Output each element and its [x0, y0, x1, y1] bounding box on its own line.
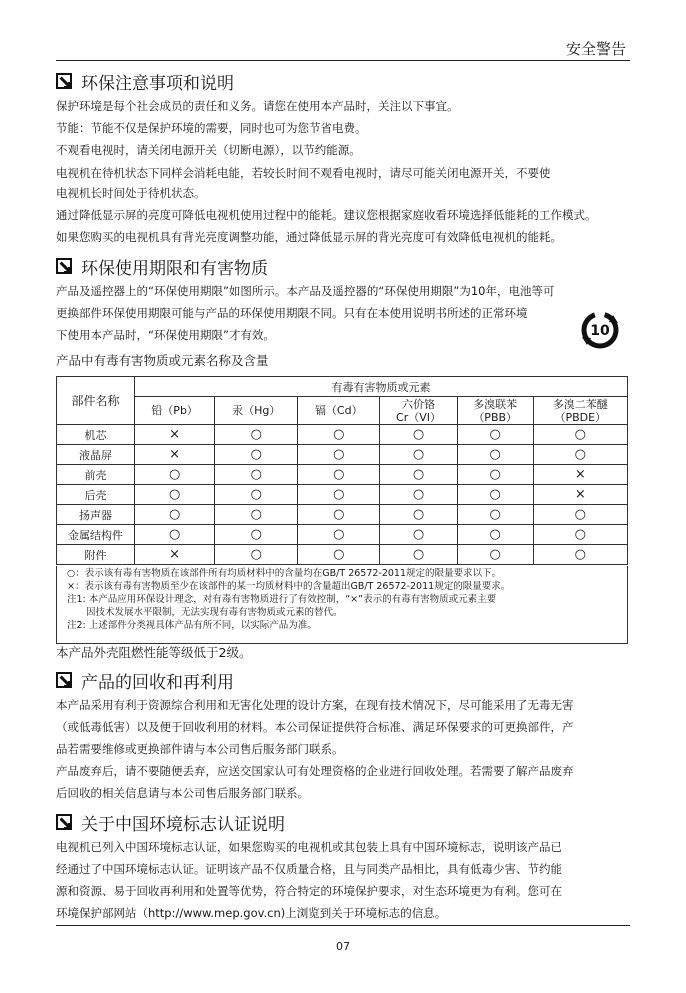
part-name-cell: 后壳: [57, 485, 135, 505]
substance-cell: ○: [215, 465, 298, 485]
substance-cell: ○: [380, 485, 457, 505]
text-line: （或低毒低害）以及便于回收利用的材料。本公司保证提供符合标准、满足环保要求的可更换部件，产: [56, 720, 574, 734]
substance-cell: ○: [457, 505, 533, 525]
section-heading-eco-period: [56, 255, 268, 277]
substance-cell: ○: [215, 545, 298, 565]
substance-cell: ○: [380, 505, 457, 525]
substance-cell: ○: [135, 465, 215, 485]
text-line: 品若需要维修或更换部件请与本公司售后服务部门联系。: [56, 742, 344, 756]
text-line: 环境保护部网站（http://www.mep.gov.cn)上浏览到关于环境标志的信息。: [56, 906, 447, 920]
section-heading-recycling: [56, 669, 234, 691]
substance-cell: ○: [215, 505, 298, 525]
substance-cell: ○: [298, 485, 380, 505]
substance-cell: ○: [215, 485, 298, 505]
arrow-box-icon: [56, 672, 72, 688]
hazardous-substance-table: [56, 376, 628, 565]
substance-cell: ○: [298, 465, 380, 485]
substance-cell: ○: [533, 425, 627, 445]
substance-cell: ×: [135, 425, 215, 445]
text-line: 节能：节能不仅是保护环境的需要，同时也可为您节省电费。: [56, 121, 367, 135]
substance-cell: ○: [215, 525, 298, 545]
note-line: 注1: 本产品应用环保设计理念，对有毒有害物质进行了有效控制，“×”表示的有毒有害物质或元素主要: [67, 594, 497, 605]
substance-cell: ○: [457, 485, 533, 505]
substance-cell: ○: [533, 445, 627, 465]
text-line: 如果您购买的电视机具有背光亮度调整功能，通过降低显示屏的背光亮度可有效降低电视机的能耗。: [56, 230, 562, 244]
arrow-box-icon: [56, 814, 72, 830]
part-header: 部件名称: [57, 377, 135, 425]
page-number: 07: [336, 940, 350, 953]
note-line: 因技术发展水平限制，无法实现有毒有害物质或元素的替代。: [67, 607, 343, 618]
substance-cell: ○: [215, 425, 298, 445]
table-row: [57, 485, 628, 505]
substance-cell: ○: [533, 505, 627, 525]
text-line: 电视机已列入中国环境标志认证，如果您购买的电视机或其包装上具有中国环境标志，说明该产品已: [56, 840, 562, 854]
substance-cell: ×: [135, 445, 215, 465]
table-caption: 产品中有毒有害物质或元素名称及含量: [56, 353, 269, 368]
column-header: 六价铬 Cr（VI）: [380, 397, 457, 425]
part-name-cell: 前壳: [57, 465, 135, 485]
substance-cell: ○: [215, 445, 298, 465]
flame-rating-text: 本产品外壳阻燃性能等级低于2级。: [56, 645, 252, 660]
text-line: 下使用本产品时，“环保使用期限”才有效。: [56, 328, 275, 342]
text-line: 更换部件环保使用期限可能与产品的环保使用期限不同。只有在本使用说明书所述的正常环境: [56, 306, 528, 320]
table-row: [57, 545, 628, 565]
substance-cell: ○: [298, 525, 380, 545]
substance-cell: ○: [380, 525, 457, 545]
section-heading-eco-label: [56, 811, 285, 833]
section-title: 产品的回收和再利用: [81, 672, 234, 693]
page-header: [56, 36, 630, 61]
substance-cell: ○: [533, 545, 627, 565]
text-line: 产品及遥控器上的“环保使用期限”如图所示。本产品及遥控器的“环保使用期限”为10年，电池等可: [56, 284, 555, 298]
substance-cell: ×: [533, 485, 627, 505]
column-header: 多溴联苯 （PBB）: [457, 397, 533, 425]
note-line: ×：表示该有毒有害物质至少在该部件的某一均质材料中的含量超出GB/T 26572-2011规定的限量要求。: [67, 581, 511, 592]
section-title: 关于中国环境标志认证说明: [81, 814, 285, 835]
substance-cell: ○: [298, 445, 380, 465]
table-row: [57, 425, 628, 445]
text-line: 保护环境是每个社会成员的责任和义务。请您在使用本产品时，关注以下事宜。: [56, 99, 459, 113]
note-line: 注2: 上述部件分类视具体产品有所不同，以实际产品为准。: [67, 620, 317, 631]
text-line: 本产品采用有利于资源综合利用和无害化处理的设计方案，在现有技术情况下，尽可能采用了无毒无害: [56, 698, 574, 712]
part-name-cell: 金属结构件: [57, 525, 135, 545]
substance-cell: ○: [457, 465, 533, 485]
part-name-cell: 附件: [57, 545, 135, 565]
table-header-row: [57, 377, 628, 397]
table-header-row: [57, 397, 628, 425]
group-header: 有毒有害物质或元素: [135, 377, 628, 397]
substance-cell: ×: [533, 465, 627, 485]
part-name-cell: 液晶屏: [57, 445, 135, 465]
section-title: 环保使用期限和有害物质: [81, 258, 268, 279]
table-row: [57, 465, 628, 485]
substance-cell: ○: [380, 445, 457, 465]
part-name-cell: 机芯: [57, 425, 135, 445]
badge-number: 10: [590, 323, 610, 339]
substance-cell: ○: [298, 505, 380, 525]
substance-cell: ○: [380, 425, 457, 445]
text-line: 经通过了中国环境标志认证。证明该产品不仅质量合格，且与同类产品相比，具有低毒少害、节约能: [56, 862, 562, 876]
eco-period-10-icon: [580, 310, 620, 350]
section-heading-eco-notes: [56, 70, 234, 92]
substance-cell: ○: [298, 545, 380, 565]
column-header: 汞（Hg）: [215, 397, 298, 425]
substance-cell: ○: [533, 525, 627, 545]
table-row: [57, 525, 628, 545]
substance-cell: ○: [135, 505, 215, 525]
footer-divider: [56, 925, 630, 926]
text-line: 源和资源、易于回收再利用和处置等优势，符合特定的环境保护要求，对生态环境更为有利。您可在: [56, 884, 562, 898]
text-line: 电视机长时间处于待机状态。: [56, 186, 206, 200]
substance-cell: ○: [135, 525, 215, 545]
text-line: 产品废弃后，请不要随便丢弃，应送交国家认可有处理资格的企业进行回收处理。若需要了解产品废弃: [56, 764, 574, 778]
header-title: 安全警告: [565, 40, 626, 58]
substance-cell: ○: [380, 545, 457, 565]
table-row: [57, 445, 628, 465]
text-line: 电视机在待机状态下同样会消耗电能，若较长时间不观看电视时，请尽可能关闭电源开关，不要使: [56, 166, 551, 180]
column-header: 镉（Cd）: [298, 397, 380, 425]
text-line: 通过降低显示屏的亮度可降低电视机使用过程中的能耗。建议您根据家庭收看环境选择低能耗的工作模式。: [56, 208, 597, 222]
substance-cell: ○: [135, 485, 215, 505]
arrow-box-icon: [56, 258, 72, 274]
substance-cell: ○: [298, 425, 380, 445]
substance-cell: ○: [457, 525, 533, 545]
text-line: 后回收的相关信息请与本公司售后服务部门联系。: [56, 786, 309, 800]
substance-cell: ○: [457, 445, 533, 465]
substance-cell: ○: [457, 545, 533, 565]
part-name-cell: 扬声器: [57, 505, 135, 525]
text-line: 不观看电视时，请关闭电源开关（切断电源），以节约能源。: [56, 143, 361, 157]
table-notes: [56, 566, 628, 644]
section-title: 环保注意事项和说明: [81, 73, 234, 94]
column-header: 多溴二苯醚 （PBDE）: [533, 397, 627, 425]
note-line: ○：表示该有毒有害物质在该部件所有均质材料中的含量均在GB/T 26572-2011规定的限量要求以下。: [67, 568, 502, 579]
substance-cell: ○: [380, 465, 457, 485]
substance-cell: ○: [457, 425, 533, 445]
substance-cell: ×: [135, 545, 215, 565]
column-header: 铅（Pb）: [135, 397, 215, 425]
arrow-box-icon: [56, 73, 72, 89]
table-row: [57, 505, 628, 525]
